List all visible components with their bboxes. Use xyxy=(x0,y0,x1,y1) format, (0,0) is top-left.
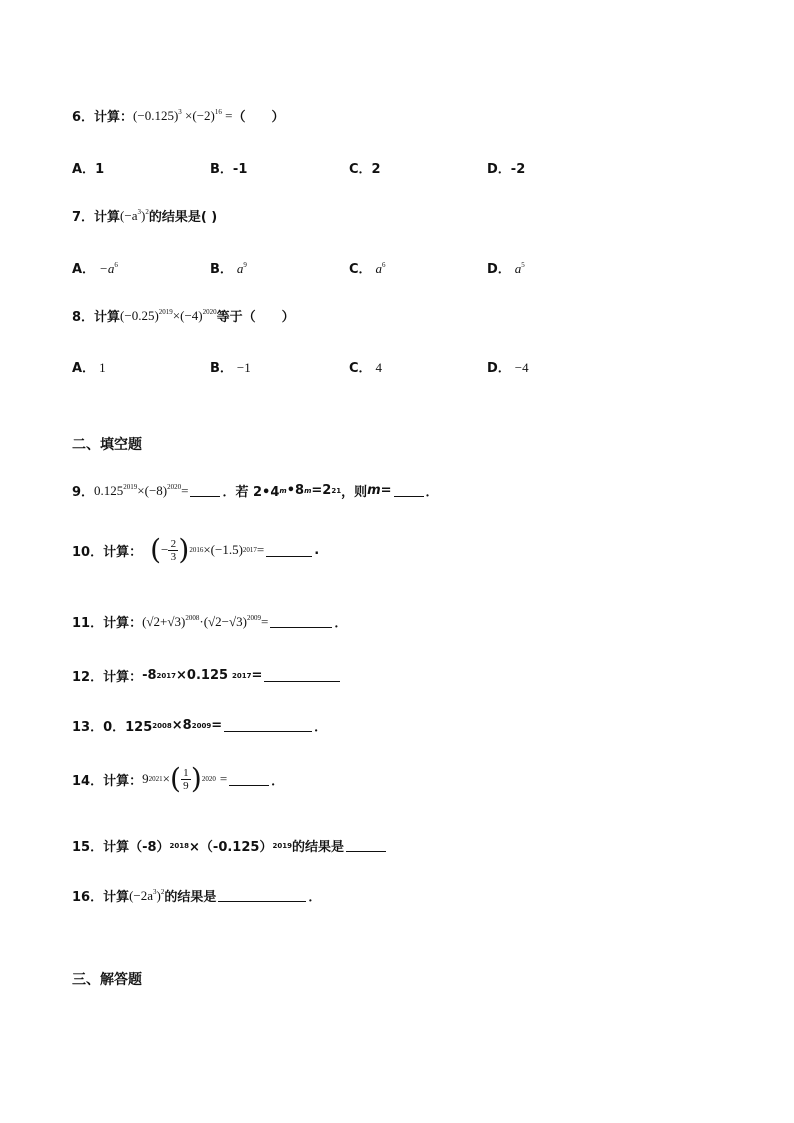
q9-answer-blank-2[interactable] xyxy=(394,484,424,497)
question-7 xyxy=(72,206,217,225)
q7-option-d: D． $a^5$ xyxy=(487,261,525,277)
q6-answer-paren: （ ） xyxy=(232,110,285,125)
q8-label: 8．计算 xyxy=(72,310,121,325)
question-12: 12．计算： -8 2017 ×0.125 2017 = xyxy=(72,666,342,685)
question-9: 9． $0.125^{2019}\times(-8)^{2020}=$ ．若 2•4 m •8 m =2 21 ，则 m = ． xyxy=(72,482,439,500)
question-13: 13．0．125 2008 ×8 2009 = ． xyxy=(72,718,328,735)
q14-answer-blank[interactable] xyxy=(229,773,269,786)
question-15: 15．计算（-8） 2018 ×（-0.125） 2019 的结果是 xyxy=(72,836,388,855)
q7-option-c: C． $a^6$ xyxy=(349,261,386,277)
section-fill-in-blank-heading: 二、填空题 xyxy=(72,437,142,453)
q13-answer-blank[interactable] xyxy=(224,719,312,732)
question-11: 11．计算： $(√2+√3)^{2008}\cdot(√2-√3)^{2009}=$ ． xyxy=(72,613,348,631)
q11-answer-blank[interactable] xyxy=(270,615,332,628)
q8-option-d: D． −4 xyxy=(487,360,529,376)
q8-suffix: 等于（ ） xyxy=(216,310,295,325)
q8-expression: $(-0.25)^{2019}\times(-4)^{2020}$ xyxy=(120,307,217,323)
q9-answer-blank-1[interactable] xyxy=(190,484,220,497)
section-answer-heading: 三、解答题 xyxy=(72,972,142,988)
q6-option-c: C．2 xyxy=(349,162,381,177)
q6-expression: $(-0.125)^3 \times(-2)^{16}$ = xyxy=(133,107,233,123)
q16-expression: $(-2a^3)^2$ xyxy=(129,887,165,903)
q8-option-a: A． 1 xyxy=(72,360,106,376)
q6-label: 6．计算： xyxy=(72,110,134,125)
question-14: 14．计算： 9 2021 × ( $\frac{1}{9}$ ) 2020 = ． xyxy=(72,762,285,795)
q6-option-b: B．-1 xyxy=(210,162,248,177)
question-10: 10．计算： ( − $\frac{2}{3}$ ) 2016 × (−1.5) 2017 = . xyxy=(72,533,320,566)
q7-expression: $(-a^3)^2$ xyxy=(120,207,149,223)
question-16: 16．计算 $(-2a^3)^2$ 的结果是 ． xyxy=(72,887,322,905)
q7-option-a: A． $-a^6$ xyxy=(72,261,118,277)
q7-label: 7．计算 xyxy=(72,210,121,225)
q14-expression: 9 2021 × ( $\frac{1}{9}$ ) 2020 = xyxy=(142,762,228,795)
q7-option-b: B． $a^9$ xyxy=(210,261,247,277)
question-8 xyxy=(72,306,295,325)
q15-answer-blank[interactable] xyxy=(346,839,386,852)
q10-expression: ( − $\frac{2}{3}$ ) 2016 × (−1.5) 2017 = xyxy=(150,533,265,566)
q7-suffix: 的结果是( ) xyxy=(148,210,218,225)
q16-answer-blank[interactable] xyxy=(218,889,306,902)
q8-option-c: C． 4 xyxy=(349,360,383,376)
q8-option-b: B． −1 xyxy=(210,360,251,376)
q9-expression: $0.125^{2019}\times(-8)^{2020}=$ xyxy=(94,482,189,498)
q10-answer-blank[interactable] xyxy=(266,544,312,557)
question-6 xyxy=(72,106,285,125)
q11-expression: $(√2+√3)^{2008}\cdot(√2-√3)^{2009}=$ xyxy=(142,613,269,629)
q6-option-a: A．1 xyxy=(72,162,105,177)
q6-option-d: D．-2 xyxy=(487,162,526,177)
q12-answer-blank[interactable] xyxy=(264,669,340,682)
